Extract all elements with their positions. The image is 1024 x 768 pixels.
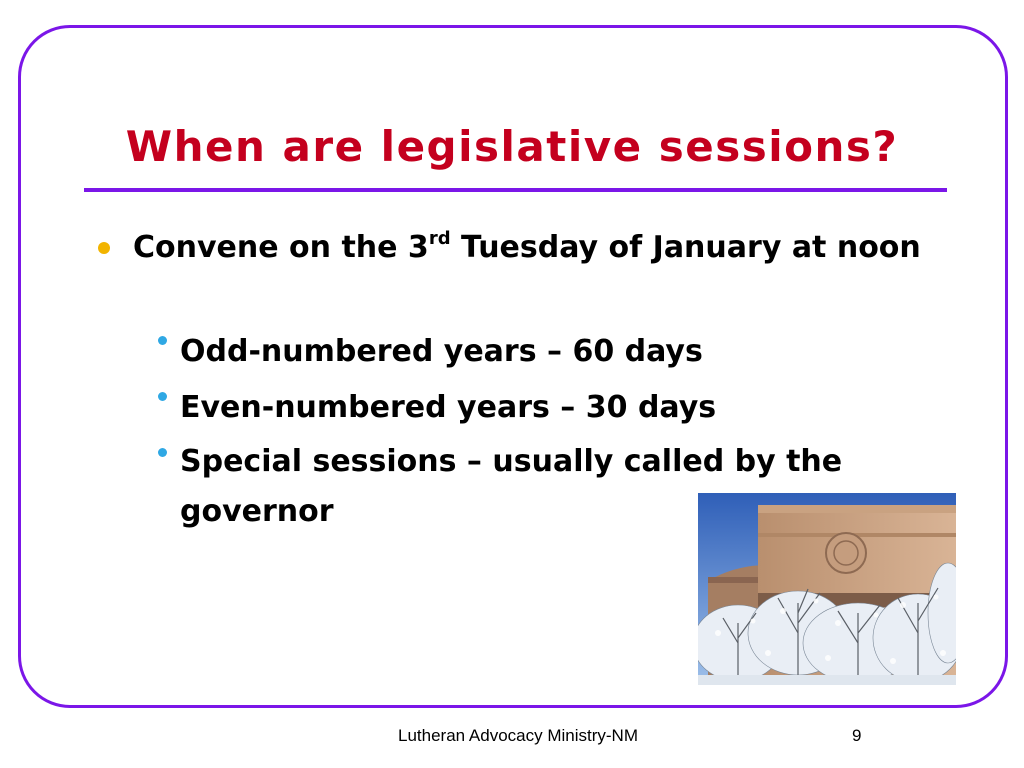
sub-bullet-marker [158, 336, 167, 345]
sub-bullet-odd-years: Odd-numbered years – 60 days [180, 334, 703, 369]
slide-title: When are legislative sessions? [125, 122, 899, 171]
capitol-building-illustration [698, 493, 956, 685]
sub-bullet-even-years: Even-numbered years – 30 days [180, 390, 717, 425]
sub-bullet-special-sessions: Special sessions – usually called by the governor [180, 444, 843, 529]
title-underline [84, 188, 947, 192]
main-bullet-text [133, 221, 923, 275]
main-bullet-text-end: Tuesday of January at noon [450, 230, 921, 265]
sub-bullet-marker [158, 392, 167, 401]
ordinal-superscript: rd [428, 228, 451, 249]
main-bullet-marker [98, 242, 110, 254]
footer-page-number: 9 [852, 726, 862, 745]
capitol-building-photo [698, 493, 956, 685]
sub-bullet-marker [158, 448, 167, 457]
main-bullet-text-start: Convene on the 3 [133, 230, 429, 265]
footer-organization: Lutheran Advocacy Ministry-NM [398, 726, 638, 745]
